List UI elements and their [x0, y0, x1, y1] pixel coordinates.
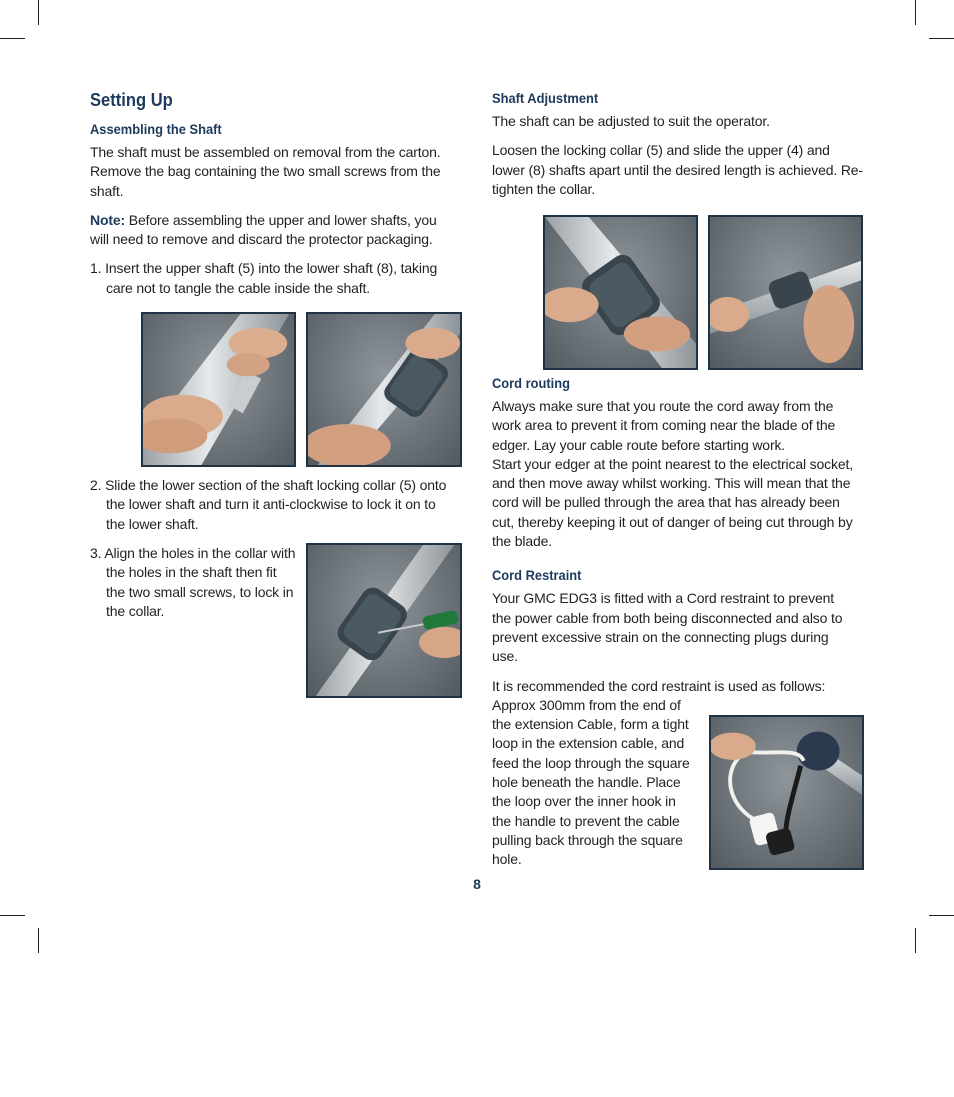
photo-slide-collar-illustration	[308, 314, 460, 465]
step-2: 2. Slide the lower section of the shaft locking collar (5) onto the lower shaft and turn it anti-clockwise to lock it on to the lower shaft.	[90, 477, 447, 532]
step-3-block	[90, 544, 298, 631]
page-title: Setting Up	[90, 90, 173, 110]
cord-restraint-text-1: Your GMC EDG3 is fitted with a Cord restraint to prevent the power cable from both being disconnected and also to prevent excessive strain on the connecting plugs during use.	[492, 590, 843, 665]
shaft-adjustment-heading: Shaft Adjustment	[492, 90, 599, 106]
photo-loosen-collar	[543, 215, 698, 370]
cord-restraint-text-3: Approx 300mm from the end of the extension Cable, form a tight loop in the extension cable, and feed the loop through the square hole beneath the handle. Place the loop over the inner hook in the handle to prevent the cable pulling back through the square hole.	[492, 696, 690, 868]
cord-routing-heading: Cord routing	[492, 375, 570, 391]
photo-slide-collar	[306, 312, 462, 467]
photo-insert-shaft-illustration	[143, 314, 294, 465]
cord-routing-text-2: Start your edger at the point nearest to the electrical socket, and then move away whilst working. This will mean that the cord will be pulled through the area that has already been cut, thereby keeping it out of danger of being cut through by the blade.	[492, 455, 853, 550]
step-2-block	[90, 476, 458, 544]
photo-cord-restraint-illustration	[711, 717, 862, 868]
photo-extend-shaft-illustration	[710, 217, 861, 368]
crop-mark	[929, 38, 954, 39]
step-1: 1. Insert the upper shaft (5) into the lower shaft (8), taking care not to tangle the cable inside the shaft.	[90, 260, 438, 296]
note-paragraph	[90, 211, 458, 250]
page-number: 8	[473, 876, 481, 892]
crop-mark	[915, 928, 916, 953]
left-column	[90, 90, 458, 308]
crop-mark	[38, 928, 39, 953]
cord-restraint-heading: Cord Restraint	[492, 567, 582, 584]
step-3: 3. Align the holes in the collar with the holes in the shaft then fit the two small screws, to lock in the collar.	[90, 545, 296, 619]
note-text: Before assembling the upper and lower shafts, you will need to remove and discard the protector packaging.	[90, 211, 437, 248]
photo-loosen-collar-illustration	[545, 217, 696, 368]
note-label: Note:	[90, 211, 126, 228]
photo-insert-shaft	[141, 312, 296, 467]
photo-fit-screws-illustration	[308, 545, 460, 696]
crop-mark	[929, 915, 954, 916]
photo-fit-screws	[306, 543, 462, 698]
right-column	[492, 90, 864, 209]
crop-mark	[38, 0, 39, 25]
photo-extend-shaft	[708, 215, 863, 370]
shaft-adjustment-text-1: The shaft can be adjusted to suit the operator.	[492, 113, 770, 129]
shaft-adjustment-text-2: Loosen the locking collar (5) and slide the upper (4) and lower (8) shafts apart until the desired length is achieved. Re-tighten the collar.	[492, 142, 863, 197]
assembling-heading: Assembling the Shaft	[90, 121, 222, 137]
photo-cord-restraint	[709, 715, 864, 870]
crop-mark	[0, 915, 25, 916]
cord-restraint-text-2: It is recommended the cord restraint is used as follows:	[492, 677, 826, 694]
crop-mark	[0, 38, 25, 39]
assembling-text: The shaft must be assembled on removal from the carton. Remove the bag containing the two small screws from the shaft.	[90, 144, 441, 199]
cord-routing-text-1: Always make sure that you route the cord away from the work area to prevent it from coming near the blade of the edger. Lay your cable route before starting work.	[492, 398, 836, 453]
crop-mark	[915, 0, 916, 25]
